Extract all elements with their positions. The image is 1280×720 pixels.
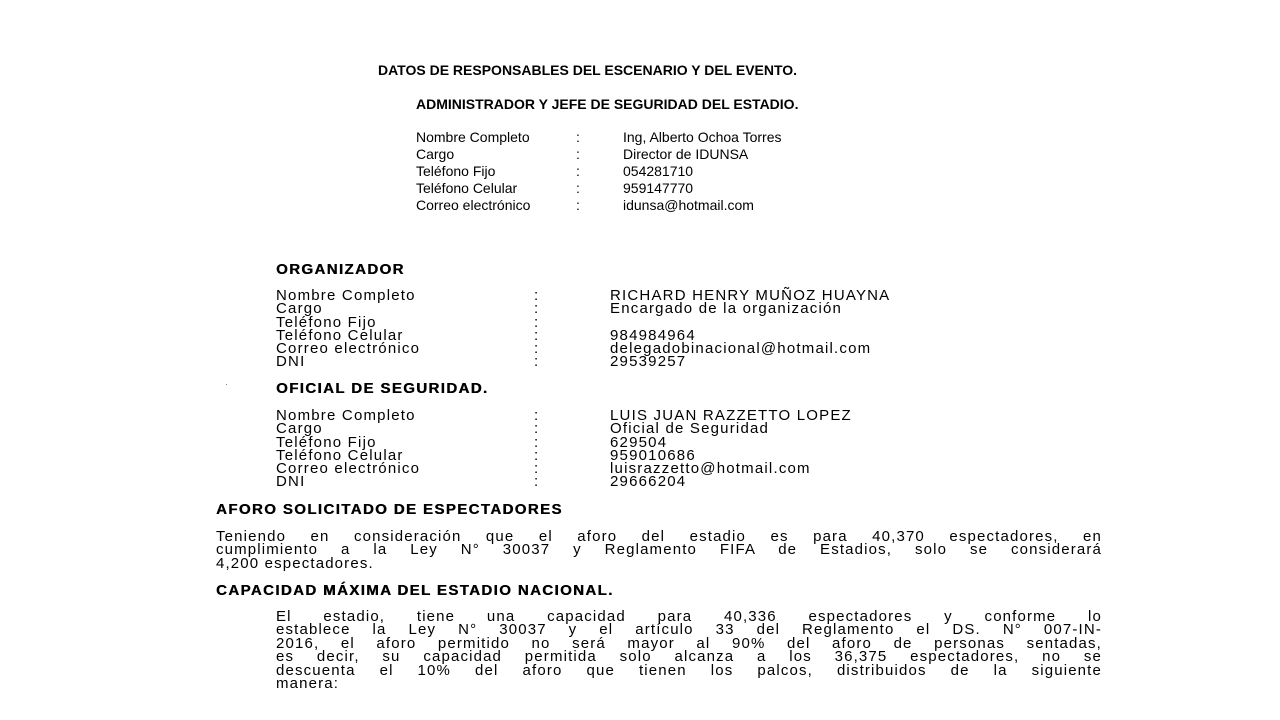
stray-mark [226,384,227,385]
detail-label: DNI [276,473,306,491]
detail-value: luisrazzetto@hotmail.com [610,460,811,478]
detail-value: Encargado de la organización [610,300,843,318]
detail-value: Ing, Alberto Ochoa Torres [623,129,782,145]
detail-label: DNI [276,353,306,371]
detail-separator: : [534,460,540,478]
paragraph-line: establece la Ley N° 30037 y el artículo 33 del Reglamento el DS. N° 007-IN- [276,621,1102,639]
detail-label: Cargo [276,420,323,438]
paragraph-line: Teniendo en consideración que el aforo del estadio es para 40,370 espectadores, en [216,528,1102,545]
detail-label: Teléfono Fijo [276,313,377,331]
detail-label: Nombre Completo [276,287,416,304]
detail-separator: : [576,197,580,213]
detail-value: 959147770 [623,180,694,196]
detail-value: 29539257 [610,353,687,371]
paragraph-line: descuenta el 10% del aforo que tienen los palcos, distribuidos de la siguiente [276,661,1102,679]
detail-value: RICHARD HENRY MUÑOZ HUAYNA [610,287,891,304]
detail-value: delegadobinacional@hotmail.com [610,340,872,358]
detail-separator: : [576,163,580,179]
detail-label: Cargo [276,300,323,318]
paragraph-line: cumplimiento a la Ley N° 30037 y Reglamento FIFA de Estadios, solo se considerará [216,541,1102,559]
paragraph-line: El estadio, tiene una capacidad para 40,336 espectadores y conforme lo [276,608,1102,625]
detail-separator: : [534,353,540,371]
detail-separator: : [534,420,540,438]
detail-separator: : [534,473,540,491]
paragraph-line: es decir, su capacidad permitida solo alcanza a los 36,375 espectadores, no se [276,648,1102,666]
detail-label: Nombre Completo [416,129,530,145]
detail-separator: : [534,407,540,424]
security-officer-heading: OFICIAL DE SEGURIDAD. [276,380,489,397]
detail-label: Nombre Completo [276,407,416,424]
detail-separator: : [576,129,580,145]
detail-separator: : [576,146,580,162]
administrator-heading: ADMINISTRADOR Y JEFE DE SEGURIDAD DEL ESTADIO. [416,96,799,112]
detail-label: Correo electrónico [276,340,421,358]
detail-separator: : [576,180,580,196]
detail-separator: : [534,326,540,344]
detail-value: 629504 [610,433,668,451]
detail-value: LUIS JUAN RAZZETTO LOPEZ [610,407,852,424]
detail-separator: : [534,446,540,464]
detail-label: Correo electrónico [416,197,531,213]
detail-value: idunsa@hotmail.com [623,197,754,213]
detail-label: Correo electrónico [276,460,421,478]
max-capacity-heading: CAPACIDAD MÁXIMA DEL ESTADIO NACIONAL. [216,582,614,599]
detail-separator: : [534,340,540,358]
max-capacity-paragraph [276,610,1102,690]
detail-value: 984984964 [610,326,696,344]
detail-separator: : [534,300,540,318]
detail-separator: : [534,287,540,304]
capacity-requested-paragraph [216,530,1102,570]
detail-label: Teléfono Celular [416,180,518,196]
detail-separator: : [534,433,540,451]
detail-label: Teléfono Fijo [416,163,496,179]
detail-value: Oficial de Seguridad [610,420,770,438]
detail-value: 29666204 [610,473,687,491]
detail-value: Director de IDUNSA [623,146,749,162]
capacity-requested-heading: AFORO SOLICITADO DE ESPECTADORES [216,501,563,518]
detail-separator: : [534,313,540,331]
organizer-heading: ORGANIZADOR [276,261,405,278]
detail-label: Teléfono Fijo [276,433,377,451]
detail-value: 054281710 [623,163,694,179]
detail-value: 959010686 [610,446,696,464]
detail-label: Teléfono Celular [276,326,404,344]
paragraph-line: 2016, el aforo permitido no será mayor al 90% del aforo de personas sentadas, [276,634,1102,652]
paragraph-line: manera: [276,674,340,692]
paragraph-line: 4,200 espectadores. [216,554,374,572]
document-title: DATOS DE RESPONSABLES DEL ESCENARIO Y DEL EVENTO. [378,62,798,78]
detail-label: Cargo [416,146,455,162]
detail-label: Teléfono Celular [276,446,404,464]
